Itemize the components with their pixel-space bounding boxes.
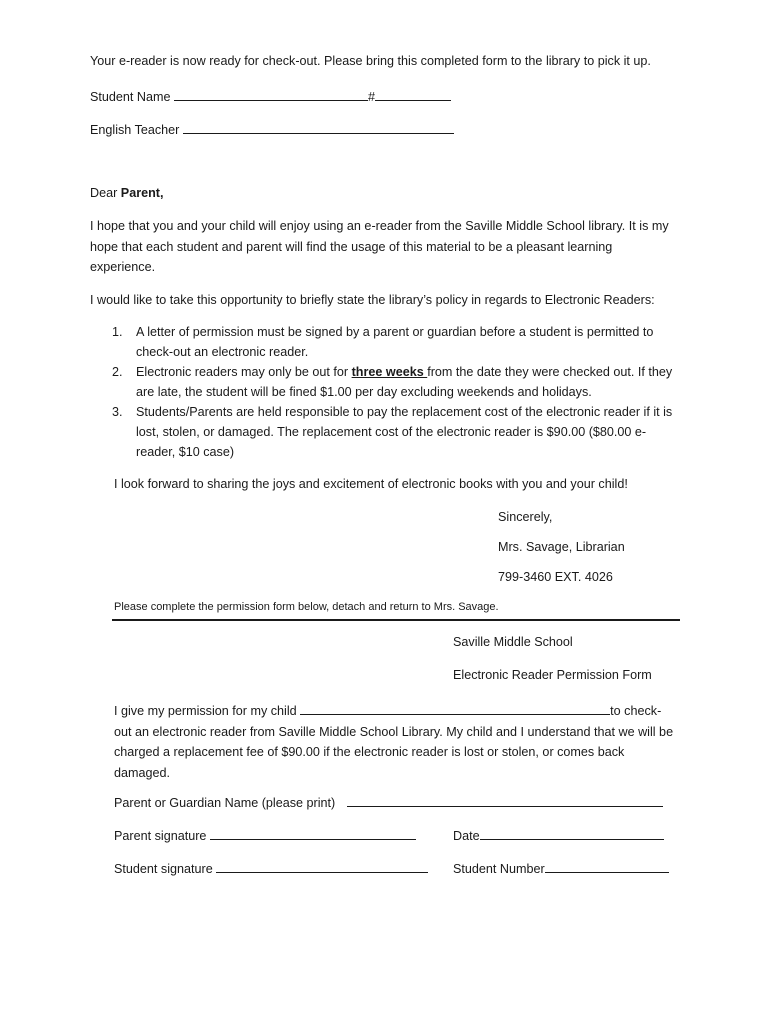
guardian-name-label: Parent or Guardian Name (please print) — [114, 796, 336, 810]
guardian-name-row — [114, 794, 663, 810]
signoff-name: Mrs. Savage, Librarian — [498, 540, 625, 554]
policy-text: A letter of permission must be signed by a parent or guardian before a student is permitted to check-out an electronic reader. — [136, 325, 654, 359]
student-signature-field[interactable] — [216, 860, 428, 873]
child-name-field[interactable] — [300, 702, 610, 715]
detach-line — [112, 619, 680, 621]
policy-item — [112, 322, 682, 362]
policy-number: 2. — [112, 365, 123, 379]
detach-note: Please complete the permission form below, detach and return to Mrs. Savage. — [114, 601, 499, 613]
form-title: Electronic Reader Permission Form — [453, 668, 652, 682]
student-number-field[interactable] — [545, 860, 669, 873]
permission-rest: out an electronic reader from Saville Middle School Library. My child and I understand that we will be charged a replacement fee of $90.00 if the electronic reader is lost or stolen, or comes back damaged. — [114, 724, 674, 780]
parent-signature-field[interactable] — [210, 827, 416, 840]
policy-item — [112, 362, 682, 402]
salutation — [90, 186, 164, 200]
date-label: Date — [453, 829, 480, 843]
student-name-field[interactable] — [174, 88, 368, 101]
letter-paragraph-1: I hope that you and your child will enjoy using an e-reader from the Saville Middle School library. It is my hope that each student and parent will find the usage of this material to be a pleasant learning experience. — [90, 219, 669, 274]
permission-paragraph — [114, 701, 682, 783]
letter-paragraph-2: I would like to take this opportunity to briefly state the library’s policy in regards to Electronic Readers: — [90, 293, 655, 307]
student-signature-label: Student signature — [114, 862, 213, 876]
closing-line: I look forward to sharing the joys and excitement of electronic books with you and your child! — [114, 477, 628, 491]
date-row — [453, 827, 664, 843]
student-name-label: Student Name — [90, 90, 171, 104]
policy-item — [112, 402, 682, 462]
intro-text: Your e-reader is now ready for check-out. Please bring this completed form to the library to pick it up. — [90, 54, 651, 68]
parent-signature-label: Parent signature — [114, 829, 207, 843]
student-signature-row — [114, 860, 428, 876]
permission-post: to check- — [610, 704, 662, 718]
salutation-bold: Parent, — [120, 186, 164, 200]
parent-signature-row — [114, 827, 416, 843]
date-field[interactable] — [480, 827, 664, 840]
permission-pre: I give my permission for my child — [114, 704, 301, 718]
policy-number: 1. — [112, 325, 123, 339]
guardian-name-field[interactable] — [347, 794, 663, 807]
student-name-row — [90, 88, 451, 104]
student-number-row — [453, 860, 669, 876]
policy-text-post: from the date they were checked out. If they are late, the student will be fined $1.00 per day excluding weekends and holidays. — [136, 365, 673, 399]
student-number-label: Student Number — [453, 862, 545, 876]
policy-text: Students/Parents are held responsible to pay the replacement cost of the electronic reader if it is lost, stolen, or damaged. The replacement cost of the electronic reader is $90.00 ($80.00 e-reader, $10 case) — [136, 405, 673, 459]
english-teacher-label: English Teacher — [90, 123, 180, 137]
policy-text — [136, 362, 682, 402]
student-number-field-top[interactable] — [375, 88, 451, 101]
policy-number: 3. — [112, 405, 123, 419]
form-school: Saville Middle School — [453, 635, 573, 649]
policy-text-pre: Electronic readers may only be out for — [136, 365, 352, 379]
signoff-phone: 799-3460 EXT. 4026 — [498, 570, 613, 584]
salutation-prefix: Dear — [90, 186, 121, 200]
policy-emphasis: three weeks — [351, 365, 428, 379]
hash-label: # — [368, 90, 376, 104]
english-teacher-field[interactable] — [183, 121, 454, 134]
signoff-sincerely: Sincerely, — [498, 510, 553, 524]
english-teacher-row — [90, 121, 454, 137]
